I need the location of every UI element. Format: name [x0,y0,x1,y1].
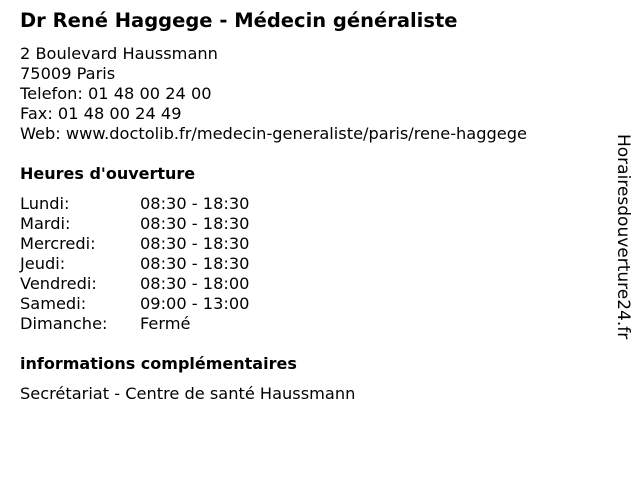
day-label: Samedi: [20,294,87,313]
address-street: 2 Boulevard Haussmann [20,44,218,63]
day-label: Vendredi: [20,274,97,293]
day-label: Mardi: [20,214,71,233]
hours-row-wednesday [20,234,249,254]
time-value: Fermé [140,314,191,333]
day-label: Lundi: [20,194,70,213]
hours-row-sunday [20,314,249,334]
site-brand-vertical: Horairesdouverture24.fr [613,134,633,340]
opening-hours-heading: Heures d'ouverture [20,164,196,183]
hours-row-friday [20,274,249,294]
website-link[interactable]: Web: www.doctolib.fr/medecin-generaliste/paris/rene-haggege [20,124,527,143]
fax-number: Fax: 01 48 00 24 49 [20,104,182,123]
additional-info-text: Secrétariat - Centre de santé Haussmann [20,384,356,403]
time-value: 08:30 - 18:30 [140,234,250,253]
address-block [20,44,527,144]
hours-row-tuesday [20,214,249,234]
time-value: 08:30 - 18:30 [140,214,250,233]
time-value: 08:30 - 18:30 [140,194,250,213]
phone-number: Telefon: 01 48 00 24 00 [20,84,212,103]
opening-hours-list [20,194,249,334]
hours-row-thursday [20,254,249,274]
time-value: 09:00 - 13:00 [140,294,250,313]
hours-row-saturday [20,294,249,314]
page-title: Dr René Haggege - Médecin généraliste [20,9,458,32]
address-city: 75009 Paris [20,64,116,83]
hours-row-monday [20,194,249,214]
time-value: 08:30 - 18:00 [140,274,250,293]
day-label: Jeudi: [20,254,66,273]
day-label: Dimanche: [20,314,108,333]
additional-info-heading: informations complémentaires [20,354,297,373]
day-label: Mercredi: [20,234,96,253]
time-value: 08:30 - 18:30 [140,254,250,273]
